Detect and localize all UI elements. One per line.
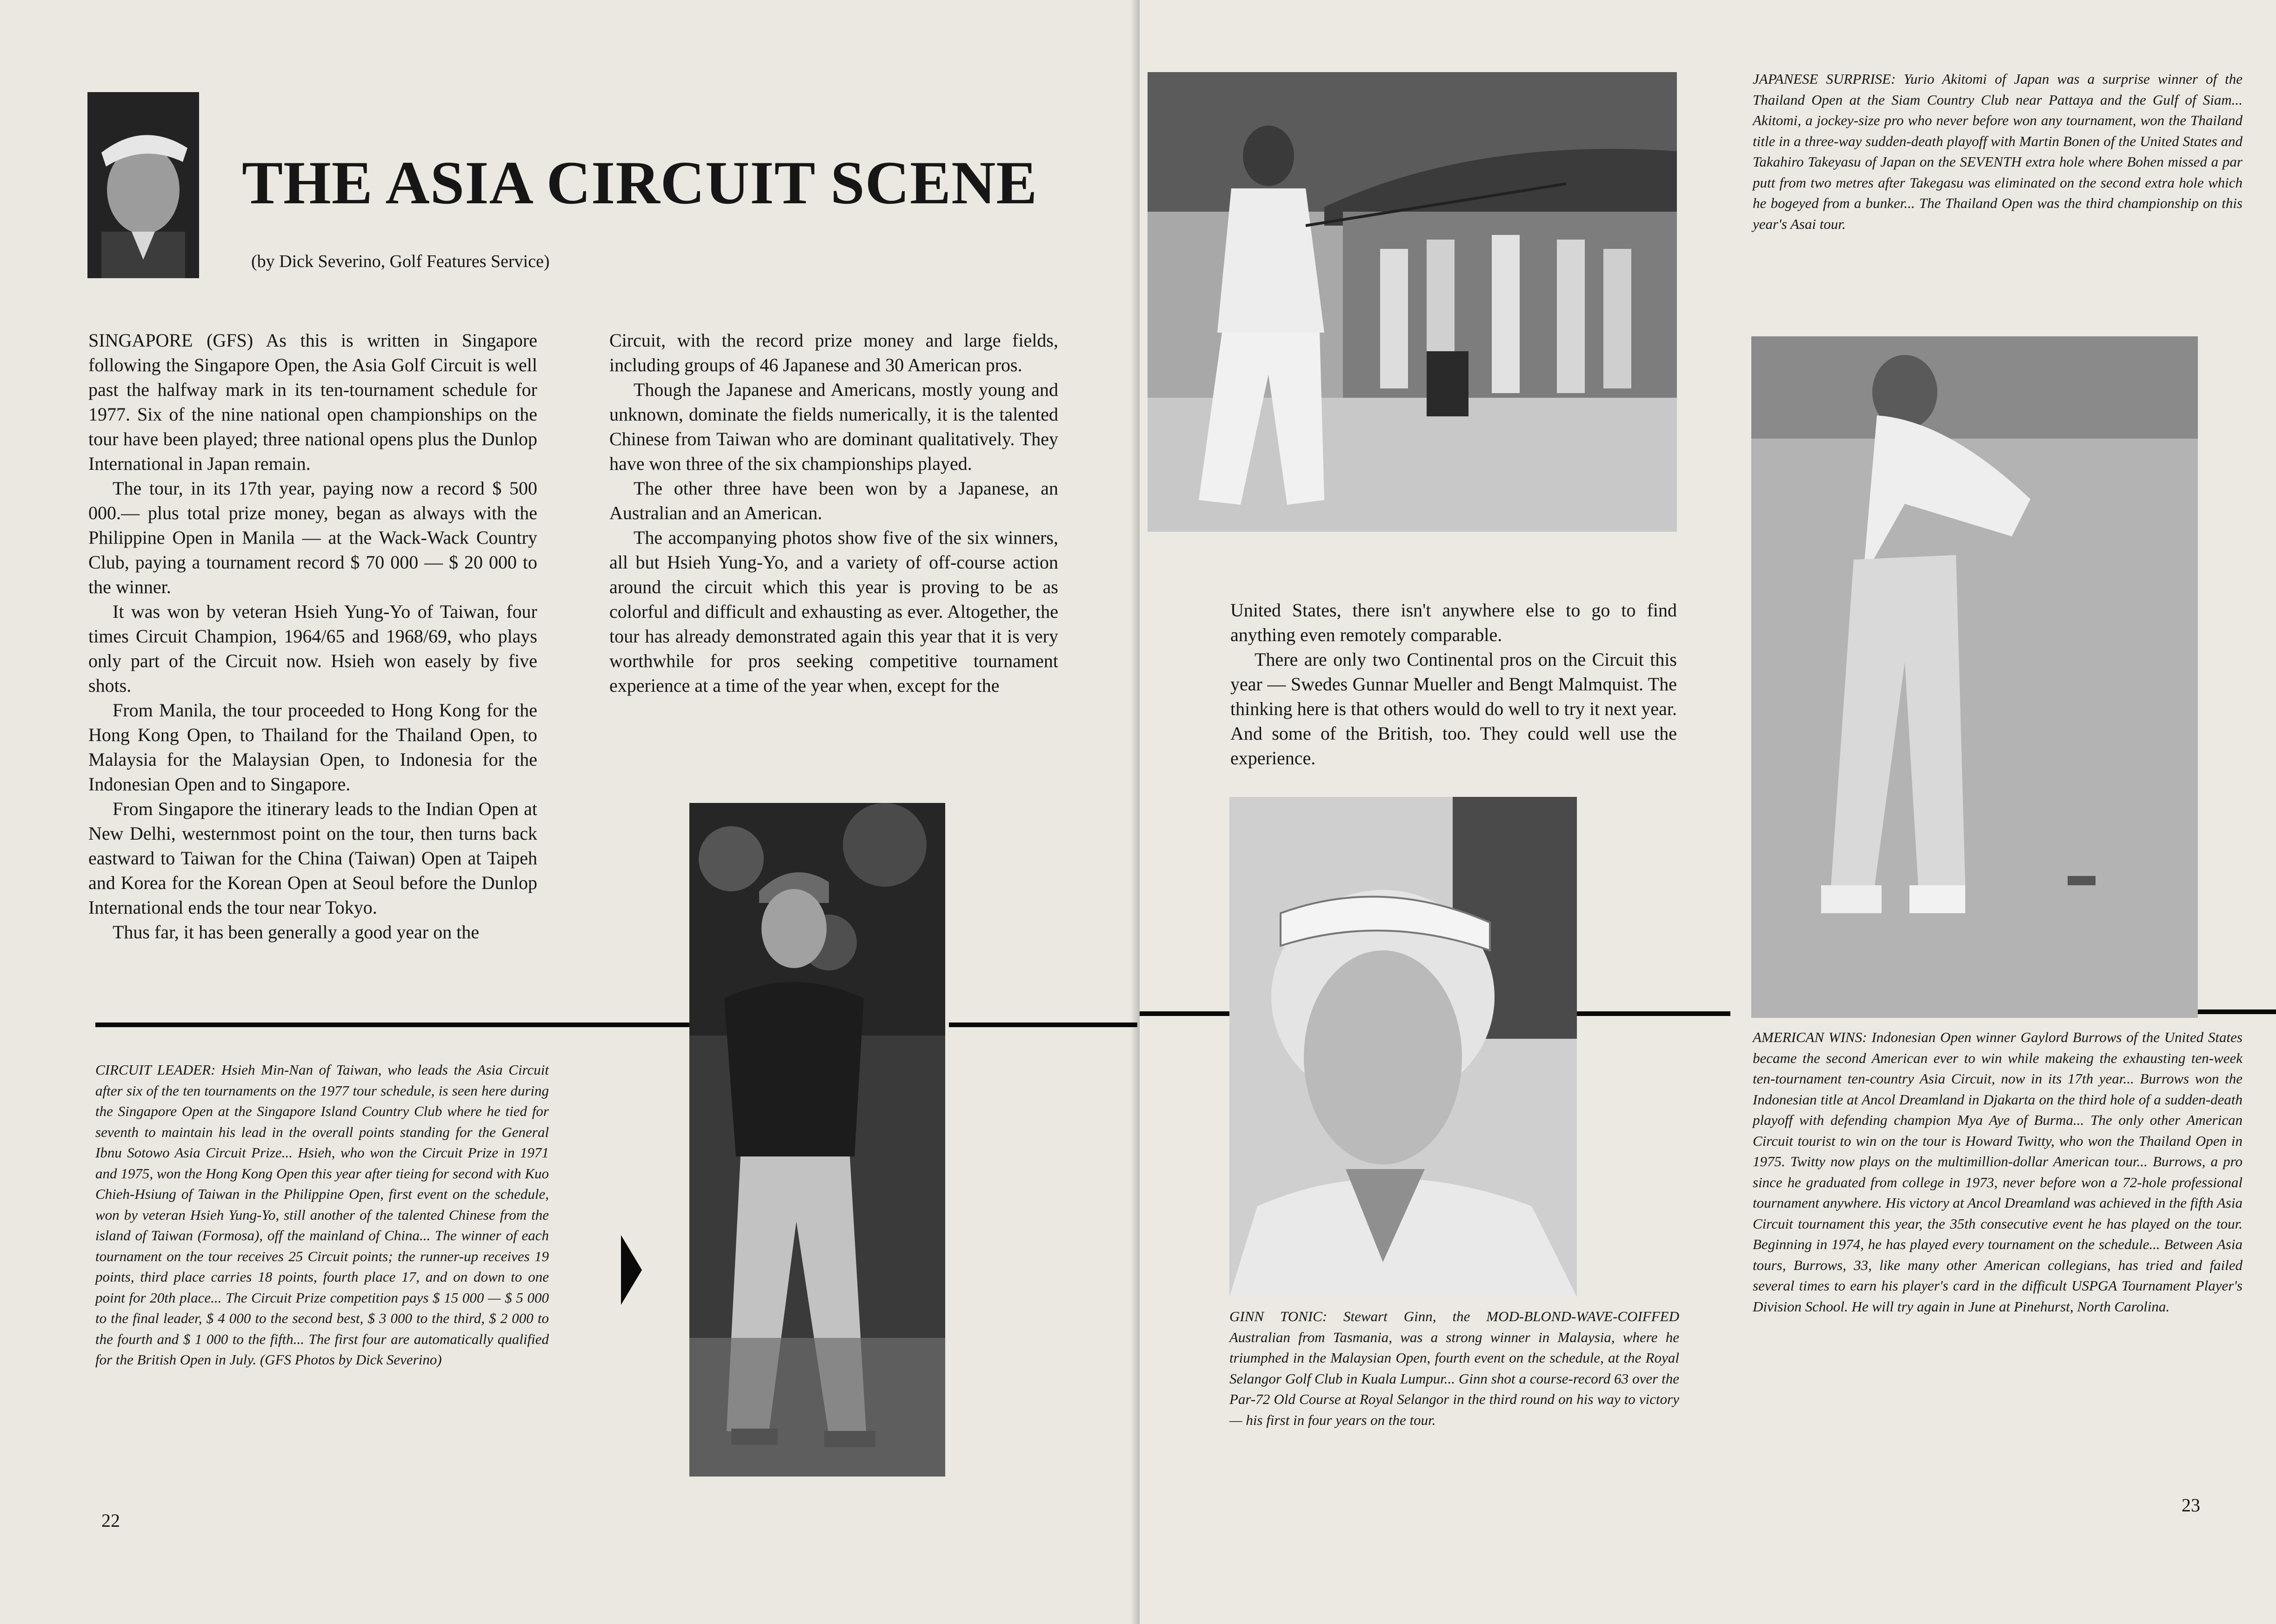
paragraph: Circuit, with the record prize money and large fields, including groups of 46 Japanese and 30 American pros. — [609, 330, 1058, 375]
american-wins-photo — [1751, 336, 2198, 1018]
paragraph: The tour, in its 17th year, paying now a record $ 500 000.— plus total prize money, began as always with the Philippine Open in Manila — at the Wack-Wack Country Club, paying a tournament record $ 70 000 — $ 20 000 to the winner. — [88, 478, 537, 597]
section-rule — [949, 1023, 1137, 1027]
paragraph: United States, there isn't anywhere else to go to find anything even remotely comparable. — [1230, 600, 1677, 645]
paragraph: The other three have been won by a Japanese, an Australian and an American. — [609, 478, 1058, 523]
right-page — [1140, 0, 2276, 1624]
article-column-1 — [88, 328, 537, 944]
paragraph: From Manila, the tour proceeded to Hong Kong for the Hong Kong Open, to Thailand for the Thailand Open, to Malaysia for the Malaysian Open, to Indonesia for the Indonesian Open and to Singapore. — [88, 700, 537, 795]
american-wins-caption — [1753, 1027, 2243, 1317]
japanese-surprise-photo — [1148, 72, 1677, 532]
page-number: 22 — [101, 1510, 120, 1531]
paragraph: SINGAPORE (GFS) As this is written in Singapore following the Singapore Open, the Asia Golf Circuit is well past the halfway mark in its ten-tournament schedule for 1977. Six of the nine national open championships on the tour have been played; three national opens plus the Dunlop International in Japan remain. — [88, 330, 537, 474]
section-rule — [1140, 1011, 1229, 1016]
author-portrait-photo — [87, 92, 199, 278]
ginn-tonic-photo — [1229, 797, 1577, 1297]
circuit-leader-photo — [689, 803, 945, 1477]
paragraph: From Singapore the itinerary leads to the Indian Open at New Delhi, westernmost point on the tour, then turns back eastward to Taiwan for the China (Taiwan) Open at Taipeh and Korea for the Korean Open at Seoul before the Dunlop International ends the tour near Tokyo. — [88, 798, 537, 918]
paragraph: There are only two Continental pros on the Circuit this year — Swedes Gunnar Mueller and Bengt Malmquist. The thinking here is that others would do well to try it next year. And some of the British, too. They could well use the experience. — [1230, 649, 1677, 769]
section-rule — [2198, 1009, 2276, 1014]
article-column-2 — [609, 328, 1058, 698]
paragraph: Thus far, it has been generally a good year on the — [113, 922, 480, 942]
page-number: 23 — [2182, 1495, 2200, 1516]
paragraph: Though the Japanese and Americans, mostly young and unknown, dominate the fields numerically, it is the talented Chinese from Taiwan who are dominant qualitatively. They have won three of the six championships played. — [609, 379, 1058, 474]
article-byline: (by Dick Severino, Golf Features Service) — [251, 252, 550, 271]
article-title: THE ASIA CIRCUIT SCENE — [242, 148, 1038, 217]
circuit-leader-caption — [95, 1060, 549, 1370]
section-rule — [95, 1023, 691, 1027]
pointer-arrow-icon — [621, 1235, 642, 1305]
article-column-3 — [1230, 598, 1677, 770]
section-rule — [1577, 1011, 1730, 1016]
caption-text: CIRCUIT LEADER: Hsieh Min-Nan of Taiwan, who leads the Asia Circuit after six of the ten tournaments on the 1977 tour schedule, is seen here during the Singapore Open at the Singapore Island Country Club where he tied for seventh to maintain his lead in the overall points standing for the General Ibnu Sotowo Asia Circuit Prize... Hsieh, who won the Circuit Prize in 1971 and 1975, won the Hong Kong Open this year after tieing for second with Kuo Chieh-Hsiung of Taiwan in the Philippine Open, first event on the schedule, won by veteran Hsieh Yung-Yo, still another of the talented Chinese from the island of Taiwan (Formosa), off the mainland of China... The winner of each tournament on the tour receives 25 Circuit points; the runner-up receives 19 points, third place carries 18 points, fourth place 17, and on down to one point for 20th place... The Circuit Prize competition pays $ 15 000 — $ 5 000 to the final leader, $ 4 000 to the second best, $ 3 000 to the third, $ 2 000 to the fourth and $ 1 000 to the fifth... The first four are automatically qualified for the British Open in July. (GFS Photos by Dick Severino) — [95, 1062, 549, 1368]
ginn-tonic-caption — [1229, 1306, 1679, 1430]
caption-text: JAPANESE SURPRISE: Yurio Akitomi of Japan was a surprise winner of the Thailand Open at the Siam Country Club near Pattaya and the Gulf of Siam... Akitomi, a jockey-size pro who never before won any tournament, won the Thailand title in a three-way sudden-death playoff with Martin Bonen of the United States and Takahiro Takeyasu of Japan on the SEVENTH extra hole where Bohen missed a par putt from two metres after Takegasu was eliminated on the second extra hole which he bogeyed from a bunker... The Thailand Open was the third championship on this year's Asai tour. — [1753, 71, 2243, 232]
caption-text: AMERICAN WINS: Indonesian Open winner Gaylord Burrows of the United States became the second American ever to win while makeing the exhausting ten-week ten-tournament ten-country Asia Circuit, now in its 17th year... Burrows won the Indonesian title at Ancol Dreamland in Djakarta on the third hole of a sudden-death playoff with defending champion Mya Aye of Burma... The only other American Circuit tourist to win on the tour is Howard Twitty, who won the Thailand Open in 1975. Twitty now plays on the multimillion-dollar American tour... Burrows, a pro since he graduated from college in 1973, never before won a 72-hole professional tournament anywhere. His victory at Ancol Dreamland was achieved in the fifth Asia Circuit tournament this year, the 35th consecutive event he has played on the tour. Beginning in 1974, he has played every tournament on the schedule... Between Asia tours, Burrows, 33, like many other American collegians, has tried and failed several times to earn his player's card in the difficult USPGA Tournament Player's Division School. He will try again in June at Pinehurst, North Carolina. — [1753, 1029, 2243, 1315]
caption-text: GINN TONIC: Stewart Ginn, the MOD-BLOND-WAVE-COIFFED Australian from Tasmania, was a strong winner in Malaysia, where he triumphed in the Malaysian Open, fourth event on the schedule, at the Royal Selangor Golf Club in Kuala Lumpur... Ginn shot a course-record 63 over the Par-72 Old Course at Royal Selangor in the third round on his way to victory — his first in four years on the tour. — [1229, 1308, 1679, 1428]
japanese-surprise-caption — [1753, 69, 2243, 234]
paragraph: It was won by veteran Hsieh Yung-Yo of Taiwan, four times Circuit Champion, 1964/65 and 1968/69, who plays only part of the Circuit now. Hsieh won easely by five shots. — [88, 601, 537, 696]
paragraph: The accompanying photos show five of the six winners, all but Hsieh Yung-Yo, and a variety of off-course action around the circuit which this year is proving to be as colorful and difficult and exhausting as ever. Altogether, the tour has already demonstrated again this year that it is very worthwhile for pros seeking competitive tournament experience at a time of the year when, except for the — [609, 527, 1058, 696]
left-page — [0, 0, 1137, 1624]
